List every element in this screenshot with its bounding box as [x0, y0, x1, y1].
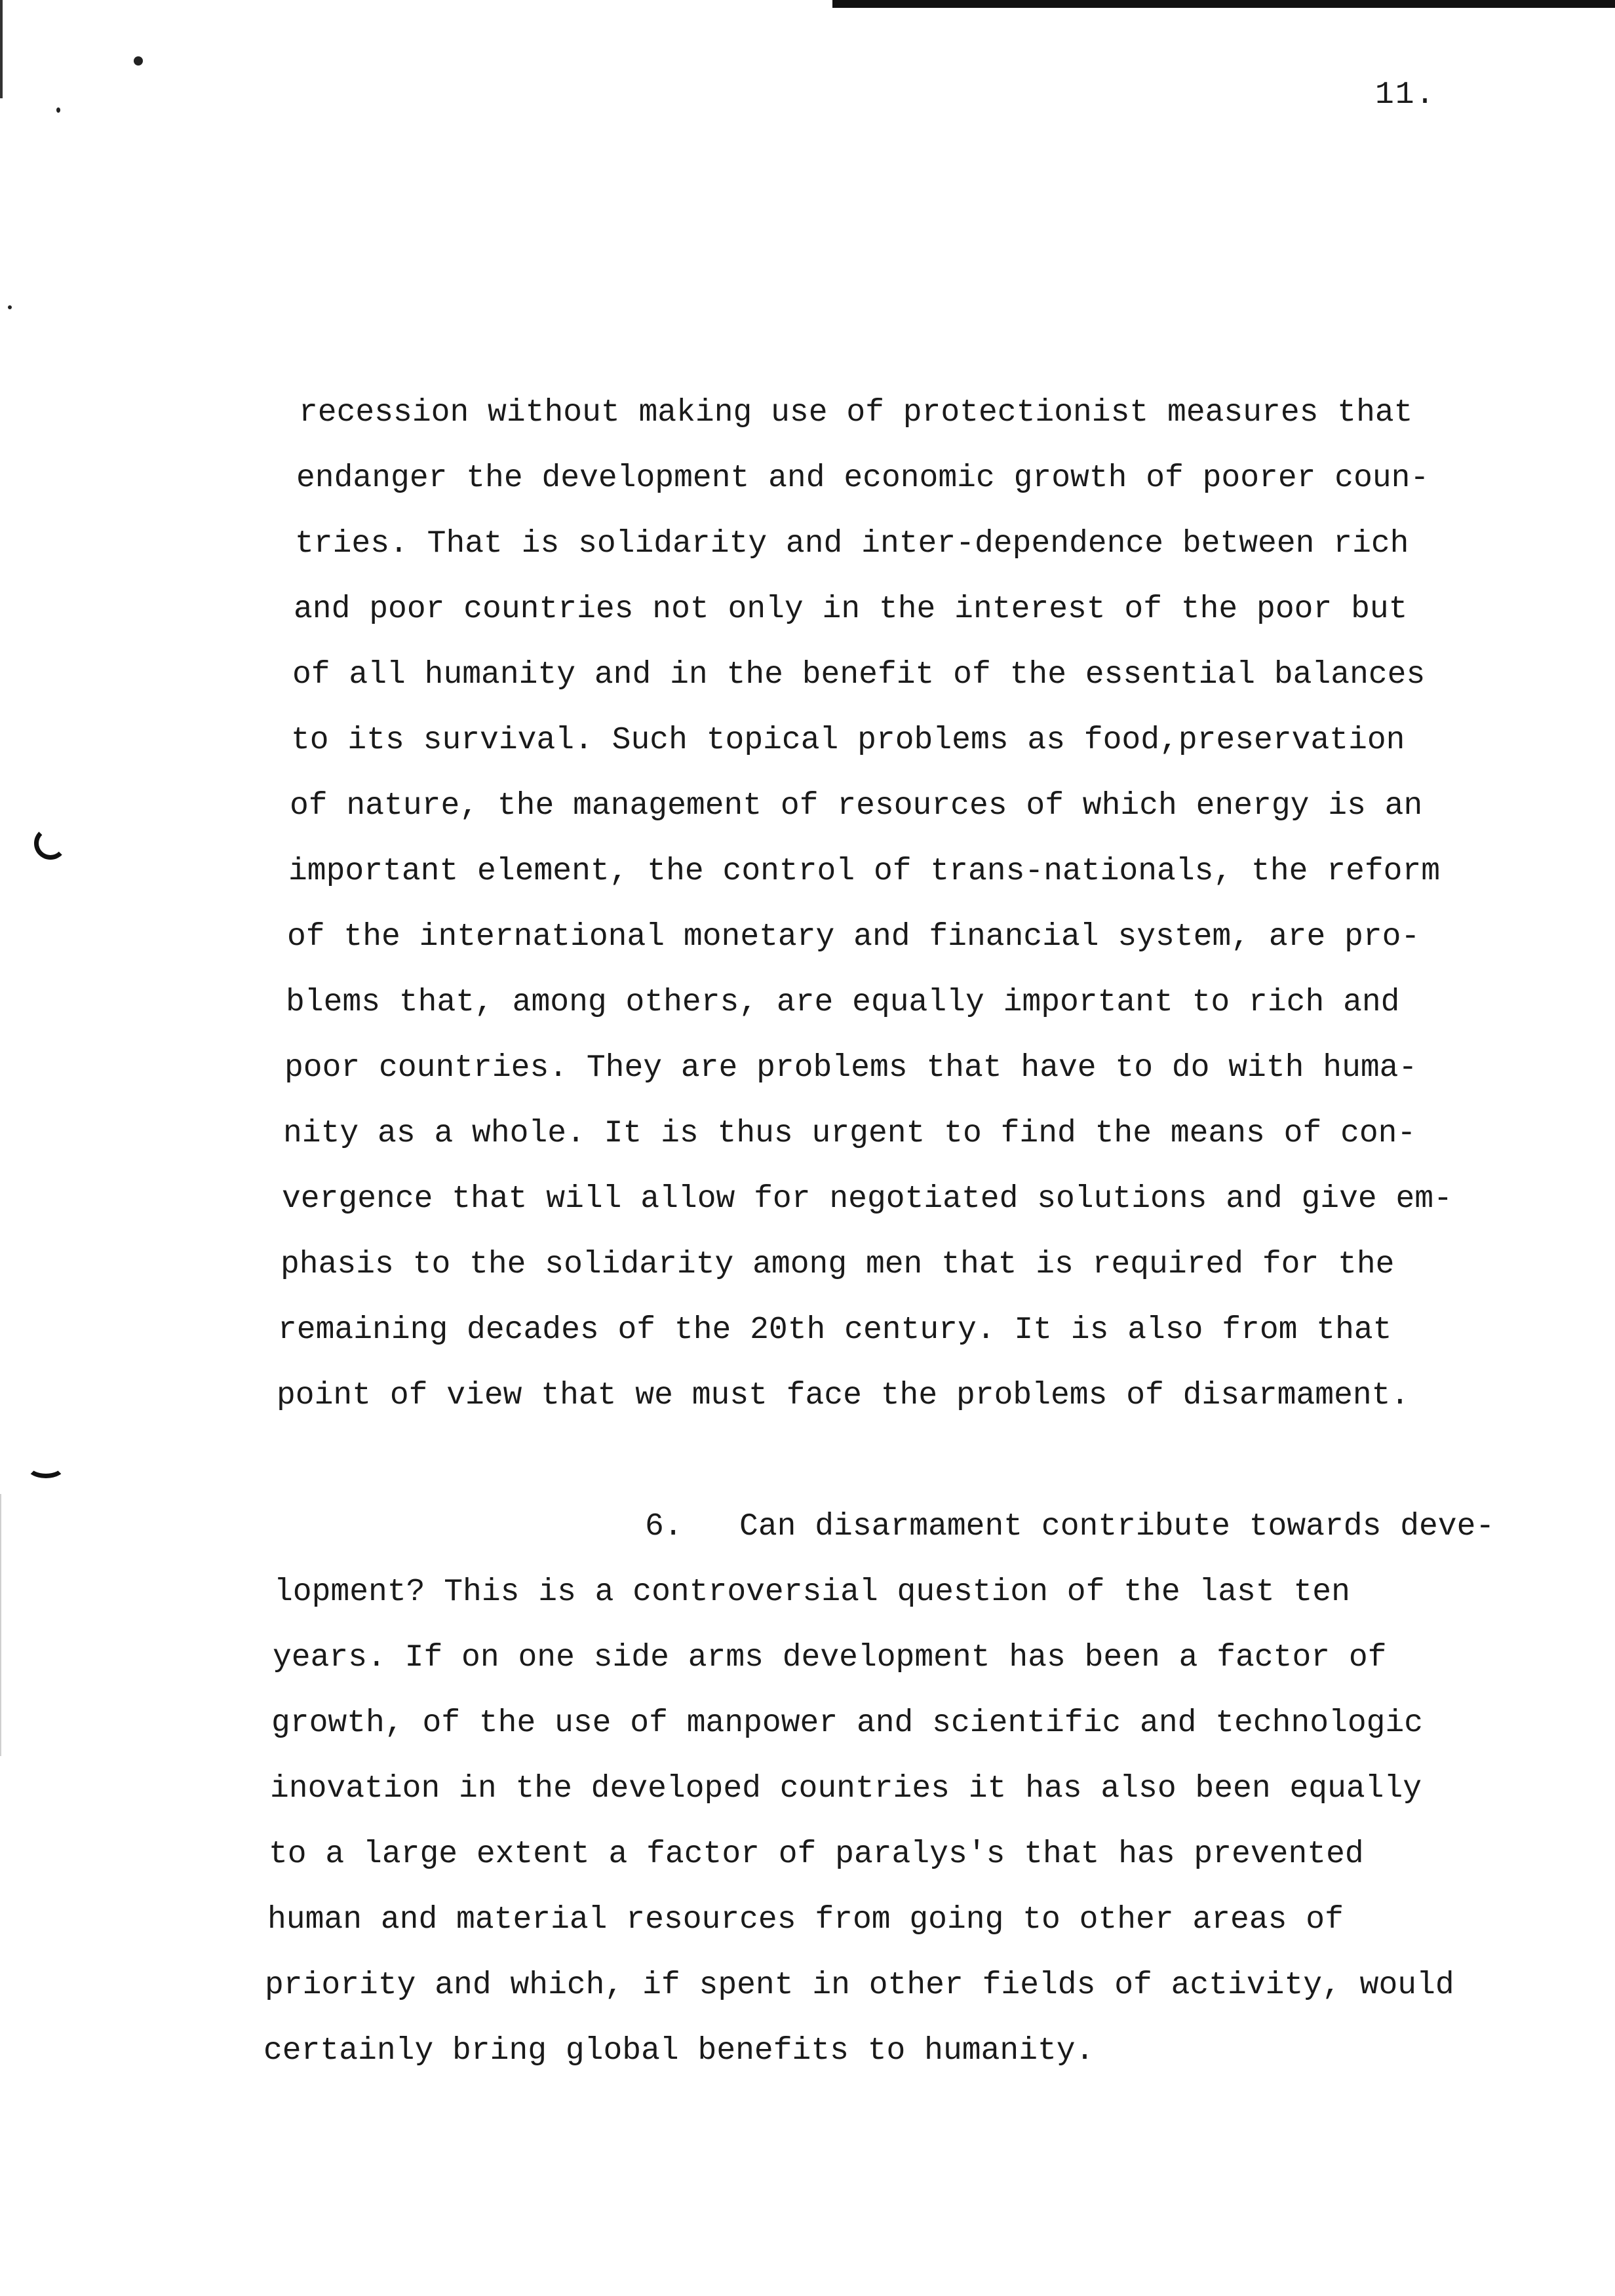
text-line: important element, the control of trans-nationals, the reform [288, 854, 1441, 889]
left-edge-scan-shadow [0, 1494, 1, 1756]
text-line: of all humanity and in the benefit of the essential balances [292, 657, 1426, 693]
page-number: 11. [1375, 77, 1436, 113]
text-line: blems that, among others, are equally important to rich and [286, 985, 1400, 1020]
punch-hole-mark [26, 1455, 66, 1478]
text-line: recession without making use of protectionist measures that [299, 395, 1413, 430]
scan-speck [8, 305, 12, 309]
text-line: priority and which, if spent in other fields of activity, would [265, 1968, 1454, 2003]
text-line: nity as a whole. It is thus urgent to find the means of con- [283, 1116, 1416, 1151]
text-line: certainly bring global benefits to humanity. [263, 2033, 1095, 2069]
text-line: tries. That is solidarity and inter-dependence between rich [295, 526, 1409, 562]
text-line: to its survival. Such topical problems as food,preservation [291, 723, 1405, 758]
text-line: inovation in the developed countries it has also been equally [270, 1771, 1422, 1807]
top-edge-rule [832, 0, 1615, 8]
text-line: phasis to the solidarity among men that is required for the [281, 1247, 1395, 1282]
text-line: of the international monetary and financial system, are pro- [287, 919, 1420, 955]
text-line: human and material resources from going to other areas of [267, 1902, 1344, 1938]
scan-speck [56, 107, 60, 113]
text-line: 6. Can disarmament contribute towards deve- [645, 1509, 1495, 1544]
text-line: years. If on one side arms development has been a factor of [273, 1640, 1387, 1675]
text-line: remaining decades of the 20th century. It is also from that [278, 1312, 1392, 1348]
left-edge-scan-mark [0, 0, 3, 98]
text-line: poor countries. They are problems that have to do with huma- [284, 1050, 1418, 1086]
punch-hole-mark [34, 827, 67, 860]
text-line: endanger the development and economic growth of poorer coun- [296, 461, 1430, 496]
text-line: and poor countries not only in the interest of the poor but [294, 592, 1408, 627]
scan-speck [134, 56, 143, 66]
text-line: growth, of the use of manpower and scientific and technologic [271, 1706, 1424, 1741]
text-line: to a large extent a factor of paralys's that has prevented [269, 1837, 1364, 1872]
text-line: lopment? This is a controversial question of the last ten [274, 1575, 1350, 1610]
text-line: of nature, the management of resources of which energy is an [290, 788, 1423, 824]
text-line: point of view that we must face the problems of disarmament. [277, 1378, 1410, 1413]
text-line: vergence that will allow for negotiated solutions and give em- [282, 1181, 1452, 1217]
